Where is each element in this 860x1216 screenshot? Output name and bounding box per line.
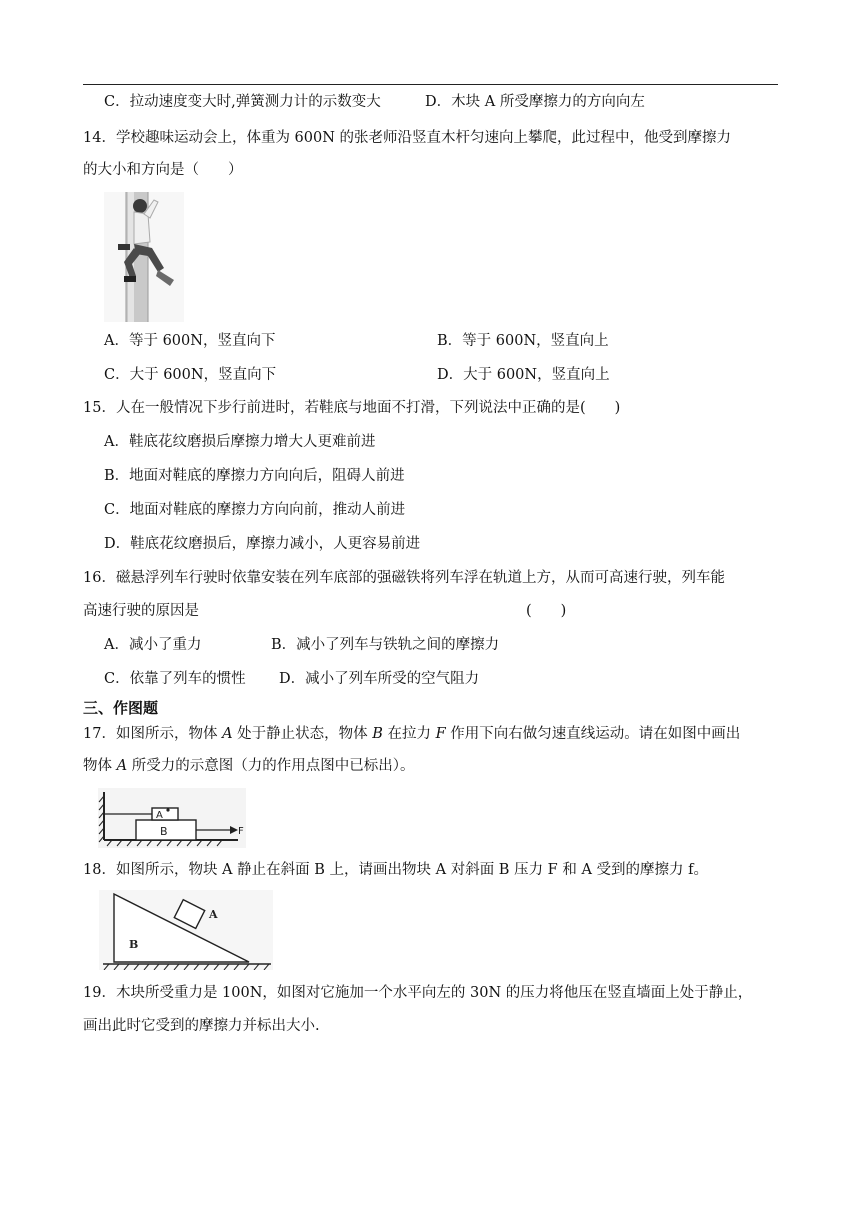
header-rule [83,84,778,85]
q14-climber-photo [104,192,184,322]
q14-option-d: D．大于 600N，竖直向上 [437,367,610,383]
q19-stem-line2: 画出此时它受到的摩擦力并标出大小. [83,1018,320,1034]
q16-answer-blank: ( ) [526,603,567,619]
q15-stem: 15．人在一般情况下步行前进时，若鞋底与地面不打滑，下列说法中正确的是( ) [83,400,621,416]
q18-fig-label-a: A [209,908,218,921]
q14-option-c: C．大于 600N，竖直向下 [104,367,277,383]
q19-stem-line1: 19．木块所受重力是 100N，如图对它施加一个水平向左的 30N 的压力将他压在竖直墙面上处于静止， [83,985,753,1001]
q16-option-d: D．减小了列车所受的空气阻力 [279,671,480,687]
q14-option-b: B．等于 600N，竖直向上 [437,333,609,349]
q16-stem-line2: 高速行驶的原因是 [83,603,199,619]
q15-option-b: B．地面对鞋底的摩擦力方向向后，阻碍人前进 [104,468,405,484]
q14-option-a: A．等于 600N，竖直向下 [104,333,276,349]
q18-stem: 18．如图所示，物块 A 静止在斜面 B 上，请画出物块 A 对斜面 B 压力 F 和 A 受到的摩擦力 f。 [83,862,709,878]
q17-fig-label-f: F [238,826,244,837]
q14-stem-line2: 的大小和方向是（ ） [83,162,243,178]
q18-incline-diagram [99,890,273,970]
q17-fig-label-b: B [160,825,168,838]
q17-block-diagram [98,788,246,848]
q17-fig-label-a: A [156,810,163,821]
q15-option-d: D．鞋底花纹磨损后，摩擦力减小，人更容易前进 [104,536,421,552]
q18-fig-label-b: B [129,938,139,951]
q14-stem-line1: 14．学校趣味运动会上，体重为 600N 的张老师沿竖直木杆匀速向上攀爬，此过程中，他受到摩擦力 [83,130,732,146]
q13-option-c: C．拉动速度变大时,弹簧测力计的示数变大 [104,94,381,110]
section-heading: 三、作图题 [83,699,159,717]
q17-stem-line1: 17．如图所示，物体 A 处于静止状态，物体 B 在拉力 F 作用下向右做匀速直线运动。请在如图中画出 [83,726,741,742]
q15-option-a: A．鞋底花纹磨损后摩擦力增大人更难前进 [104,434,376,450]
q16-option-a: A．减小了重力 [104,637,202,653]
q15-option-c: C．地面对鞋底的摩擦力方向向前，推动人前进 [104,502,406,518]
q13-option-d: D．木块 A 所受摩擦力的方向向左 [425,94,645,110]
q16-stem-line1: 16．磁悬浮列车行驶时依靠安装在列车底部的强磁铁将列车浮在轨道上方，从而可高速行驶，列车能 [83,570,725,586]
q16-option-b: B．减小了列车与铁轨之间的摩擦力 [271,637,500,653]
q16-option-c: C．依靠了列车的惯性 [104,671,246,687]
q17-stem-line2: 物体 A 所受力的示意图（力的作用点图中已标出）。 [83,758,415,774]
